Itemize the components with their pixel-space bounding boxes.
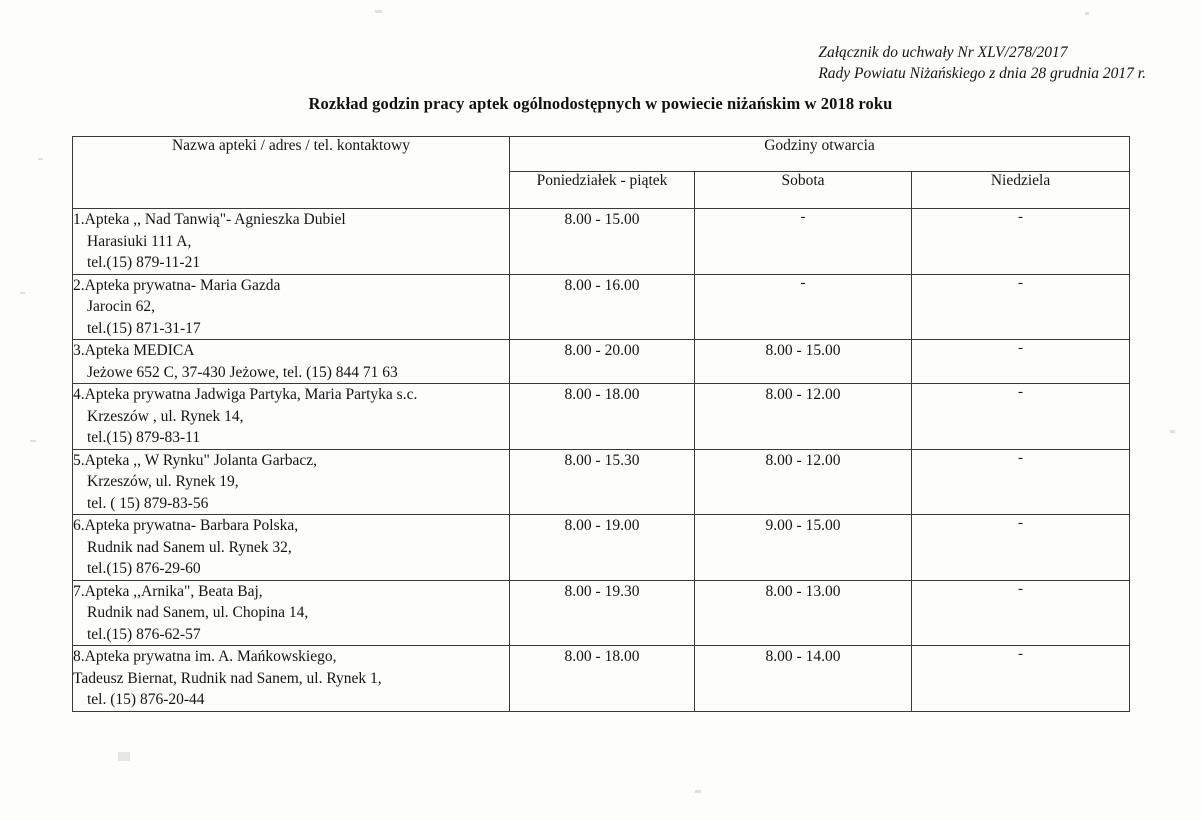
page-title: Rozkład godzin pracy aptek ogólnodostępnych w powiecie niżańskim w 2018 roku xyxy=(308,94,893,113)
saturday-hours-cell: - xyxy=(695,274,912,340)
pharmacy-name-line: 4.Apteka prywatna Jadwiga Partyka, Maria Partyka s.c. xyxy=(73,386,418,403)
table-row xyxy=(73,449,1130,515)
saturday-hours-cell: 8.00 - 12.00 xyxy=(695,384,912,450)
weekday-hours-cell: 8.00 - 19.00 xyxy=(510,515,695,581)
pharmacy-schedule-table xyxy=(72,136,1130,712)
weekday-hours-cell: 8.00 - 20.00 xyxy=(510,340,695,384)
scan-speck xyxy=(1170,430,1175,433)
pharmacy-address-line: Harasiuki 111 A, xyxy=(87,232,192,250)
pharmacy-name-cell xyxy=(73,274,510,340)
pharmacy-name-cell xyxy=(73,515,510,581)
table-row xyxy=(73,274,1130,340)
pharmacy-name-line: 8.Apteka prywatna im. A. Mańkowskiego, xyxy=(73,648,337,665)
saturday-hours-cell: 8.00 - 15.00 xyxy=(695,340,912,384)
table-row xyxy=(73,580,1130,646)
pharmacy-phone-line: tel.(15) 876-62-57 xyxy=(87,625,201,643)
pharmacy-name-cell xyxy=(73,340,510,384)
pharmacy-phone-line: tel. (15) 876-20-44 xyxy=(87,691,205,708)
pharmacy-name-line: 6.Apteka prywatna- Barbara Polska, xyxy=(73,517,299,534)
table-row xyxy=(73,209,1130,275)
sunday-hours-cell: - xyxy=(912,274,1130,340)
pharmacy-address-line: Jeżowe 652 C, 37-430 Jeżowe, tel. (15) 844 71 63 xyxy=(87,363,398,381)
saturday-hours-cell: 9.00 - 15.00 xyxy=(695,515,912,581)
pharmacy-phone-line: tel.(15) 871-31-17 xyxy=(87,319,201,337)
weekday-hours-cell: 8.00 - 16.00 xyxy=(510,274,695,340)
table-row xyxy=(73,515,1130,581)
saturday-hours-cell: 8.00 - 14.00 xyxy=(695,646,912,712)
header-name-column: Nazwa apteki / adres / tel. kontaktowy xyxy=(73,137,510,209)
annex-line-2: Rady Powiatu Niżańskiego z dnia 28 grudnia 2017 r. xyxy=(818,65,1146,82)
saturday-hours-cell: 8.00 - 13.00 xyxy=(695,580,912,646)
pharmacy-address-line: Krzeszów , ul. Rynek 14, xyxy=(87,407,244,425)
pharmacy-name-cell xyxy=(73,449,510,515)
header-saturday: Sobota xyxy=(695,172,912,209)
table-row xyxy=(73,646,1130,712)
sunday-hours-cell: - xyxy=(912,646,1130,712)
sunday-hours-cell: - xyxy=(912,209,1130,275)
table-row xyxy=(73,340,1130,384)
scan-speck xyxy=(30,440,36,442)
saturday-hours-cell: 8.00 - 12.00 xyxy=(695,449,912,515)
pharmacy-name-line: 5.Apteka ,, W Rynku" Jolanta Garbacz, xyxy=(73,451,318,469)
pharmacy-phone-line: tel.(15) 879-11-21 xyxy=(87,254,201,271)
scan-speck xyxy=(118,752,130,761)
header-hours-group: Godziny otwarcia xyxy=(510,137,1130,172)
pharmacy-name-line: 2.Apteka prywatna- Maria Gazda xyxy=(73,276,281,294)
scan-speck xyxy=(20,292,25,294)
annex-reference xyxy=(818,42,1146,84)
pharmacy-name-cell xyxy=(73,384,510,450)
annex-line-1: Załącznik do uchwały Nr XLV/278/2017 xyxy=(818,44,1068,61)
weekday-hours-cell: 8.00 - 15.00 xyxy=(510,209,695,275)
weekday-hours-cell: 8.00 - 15.30 xyxy=(510,449,695,515)
scan-speck xyxy=(375,10,382,13)
table-row xyxy=(73,384,1130,450)
pharmacy-name-cell xyxy=(73,646,510,712)
scan-speck xyxy=(1085,12,1089,15)
header-weekdays: Poniedziałek - piątek xyxy=(510,172,695,209)
pharmacy-name-cell xyxy=(73,580,510,646)
pharmacy-name-cell xyxy=(73,209,510,275)
weekday-hours-cell: 8.00 - 18.00 xyxy=(510,384,695,450)
pharmacy-phone-line: tel.(15) 879-83-11 xyxy=(87,429,201,446)
pharmacy-name-line: 1.Apteka ,, Nad Tanwią"- Agnieszka Dubiel xyxy=(73,211,346,228)
weekday-hours-cell: 8.00 - 18.00 xyxy=(510,646,695,712)
weekday-hours-cell: 8.00 - 19.30 xyxy=(510,580,695,646)
sunday-hours-cell: - xyxy=(912,515,1130,581)
sunday-hours-cell: - xyxy=(912,449,1130,515)
pharmacy-address-line: Krzeszów, ul. Rynek 19, xyxy=(87,473,239,490)
pharmacy-phone-line: tel. ( 15) 879-83-56 xyxy=(87,494,209,512)
scan-speck xyxy=(38,158,43,160)
pharmacy-name-line: 3.Apteka MEDICA xyxy=(73,342,195,359)
pharmacy-address-line: Tadeusz Biernat, Rudnik nad Sanem, ul. Rynek 1, xyxy=(73,669,382,687)
pharmacy-phone-line: tel.(15) 876-29-60 xyxy=(87,560,201,577)
sunday-hours-cell: - xyxy=(912,580,1130,646)
sunday-hours-cell: - xyxy=(912,340,1130,384)
pharmacy-address-line: Rudnik nad Sanem ul. Rynek 32, xyxy=(87,538,292,556)
table-header-row-1 xyxy=(73,137,1130,172)
header-sunday: Niedziela xyxy=(912,172,1130,209)
saturday-hours-cell: - xyxy=(695,209,912,275)
pharmacy-name-line: 7.Apteka ,,Arnika", Beata Baj, xyxy=(73,582,263,600)
pharmacy-address-line: Jarocin 62, xyxy=(87,298,156,315)
table-body xyxy=(73,209,1130,712)
sunday-hours-cell: - xyxy=(912,384,1130,450)
scan-speck xyxy=(695,790,701,793)
pharmacy-address-line: Rudnik nad Sanem, ul. Chopina 14, xyxy=(87,604,309,621)
